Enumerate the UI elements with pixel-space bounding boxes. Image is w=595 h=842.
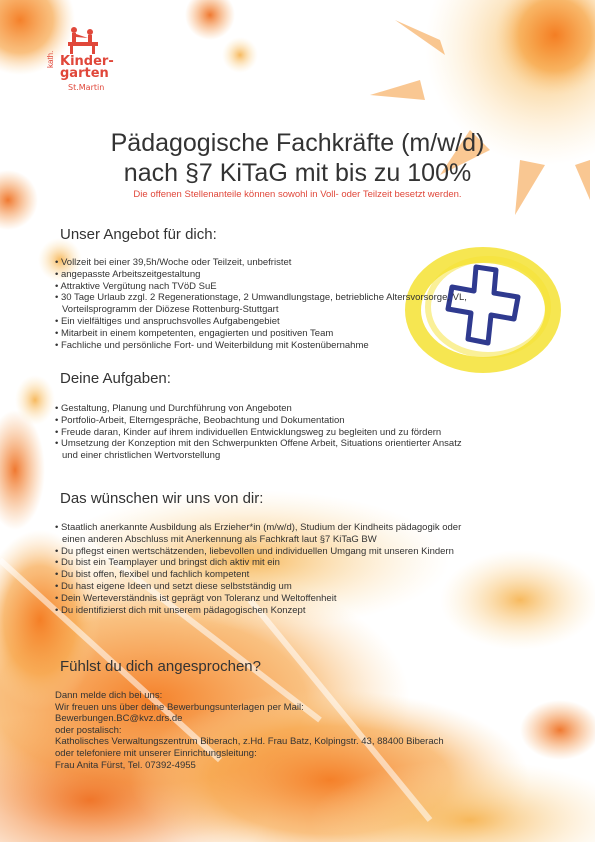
- wishes-list: [55, 522, 485, 616]
- page-title-line1: Pädagogische Fachkräfte (m/w/d): [110, 129, 485, 157]
- list-item: • Ein vielfältiges und anspruchsvolles Aufgabengebiet: [55, 316, 475, 328]
- list-item: • Staatlich anerkannte Ausbildung als Erzieher*in (m/w/d), Studium der Kindheits pädagogik oder einen anderen Abschluss mit Anerkennung als Fachkraft laut §7 KiTaG BW: [55, 522, 485, 546]
- list-item: • Du hast eigene Ideen und setzt diese selbstständig um: [55, 581, 485, 593]
- list-item: • 30 Tage Urlaub zzgl. 2 Regenerationstage, 2 Umwandlungstage, betriebliche Altersvorsorge, VL, Vorteilsprogramm der Diözese Rottenburg-Stuttgart: [55, 292, 475, 316]
- page-title-line2: nach §7 KiTaG mit bis zu 100%: [123, 159, 472, 187]
- offer-heading: Unser Angebot für dich:: [60, 226, 217, 243]
- tasks-heading: Deine Aufgaben:: [60, 370, 171, 387]
- list-item: • Du pflegst einen wertschätzenden, liebevollen und individuellen Umgang mit unseren Kindern: [55, 546, 485, 558]
- list-item: • Freude daran, Kinder auf ihrem individuellen Entwicklungsweg zu begleiten und zu fördern: [55, 427, 475, 439]
- list-item: • Fachliche und persönliche Fort- und Weiterbildung mit Kostenübernahme: [55, 340, 475, 352]
- contact-address: Katholisches Verwaltungszentrum Biberach, z.Hd. Frau Batz, Kolpingstr. 43, 88400 Biberach: [55, 736, 444, 748]
- logo-kath-text: kath.: [46, 50, 55, 68]
- contact-phone-intro: oder telefoniere mit unserer Einrichtungsleitung:: [55, 747, 257, 759]
- contact-mail-intro: Wir freuen uns über deine Bewerbungsunterlagen per Mail:: [55, 701, 304, 713]
- list-item: • Gestaltung, Planung und Durchführung von Angeboten: [55, 403, 475, 415]
- logo-garten-text: garten: [60, 66, 109, 81]
- offer-list: [55, 257, 475, 351]
- page-subtitle: Die offenen Stellenanteile können sowohl in Voll- oder Teilzeit besetzt werden.: [133, 189, 462, 200]
- tasks-list: [55, 403, 475, 462]
- list-item: • Umsetzung der Konzeption mit den Schwerpunkten Offene Arbeit, Situations orientierter Ansatz und einer christlichen Wertvorstellung: [55, 438, 475, 462]
- list-item: • Mitarbeit in einem kompetenten, engagierten und positiven Team: [55, 328, 475, 340]
- list-item: • angepasste Arbeitszeitgestaltung: [55, 269, 475, 281]
- logo-kinder-text: Kinder-: [60, 54, 114, 69]
- wishes-heading: Das wünschen wir uns von dir:: [60, 490, 264, 507]
- contact-heading: Fühlst du dich angesprochen?: [60, 658, 261, 675]
- list-item: • Attraktive Vergütung nach TVöD SuE: [55, 281, 475, 293]
- list-item: • Portfolio-Arbeit, Elterngespräche, Beobachtung und Dokumentation: [55, 415, 475, 427]
- list-item: • Dein Werteverständnis ist geprägt von Toleranz und Weltoffenheit: [55, 593, 485, 605]
- list-item: • Vollzeit bei einer 39,5h/Woche oder Teilzeit, unbefristet: [55, 257, 475, 269]
- contact-email-link[interactable]: Bewerbungen.BC@kvz.drs.de: [55, 713, 183, 725]
- kindergarten-logo: [46, 24, 124, 96]
- contact-block: [55, 690, 555, 771]
- contact-postal-intro: oder postalisch:: [55, 724, 122, 736]
- list-item: • Du bist ein Teamplayer und bringst dich aktiv mit ein: [55, 557, 485, 569]
- contact-phone: Frau Anita Fürst, Tel. 07392-4955: [55, 759, 196, 771]
- list-item: • Du bist offen, flexibel und fachlich kompetent: [55, 569, 485, 581]
- logo-stmartin-text: St.Martin: [68, 83, 105, 92]
- list-item: • Du identifizierst dich mit unserem pädagogischen Konzept: [55, 605, 485, 617]
- children-figures-icon: [62, 24, 106, 56]
- contact-intro: Dann melde dich bei uns:: [55, 690, 163, 701]
